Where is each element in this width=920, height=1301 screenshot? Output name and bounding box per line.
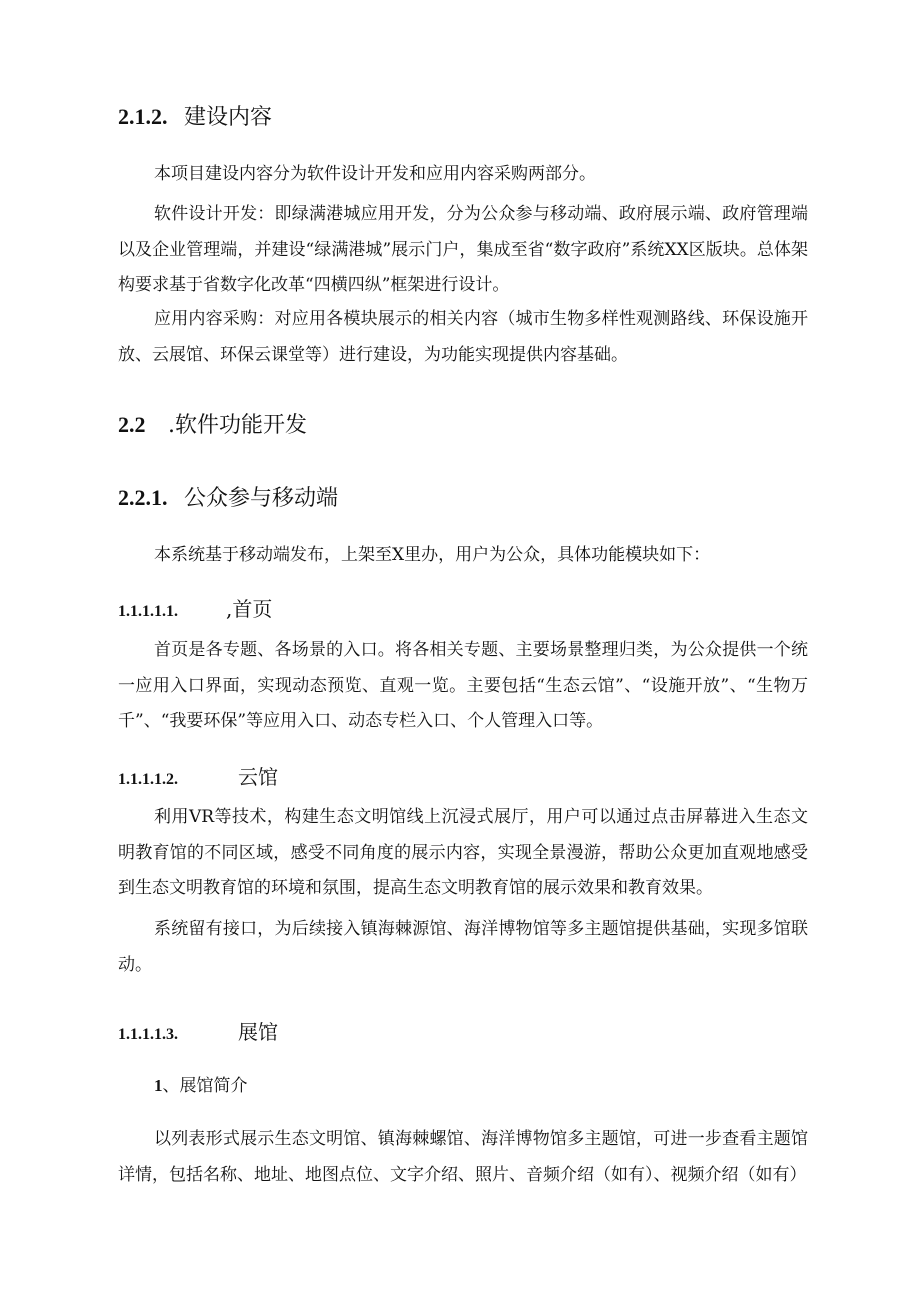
- heading-title: 公众参与移动端: [184, 486, 339, 511]
- paragraph: 利用VR等技术，构建生态文明馆线上沉浸式展厅，用户可以通过点击屏幕进入生态文明教育馆的不同区域，感受不同角度的展示内容，实现全景漫游，帮助公众更加直观地感受到生态文明教育馆的环境和氛围，提高生态文明教育馆的展示效果和教育效果。: [118, 807, 808, 899]
- heading-2-2: [118, 408, 307, 439]
- heading-number: 1.1.1.1.1.: [118, 603, 178, 620]
- heading-number: 2.2.1.: [118, 485, 168, 510]
- subheading-number: 1: [154, 1076, 163, 1095]
- heading-title: 展馆: [238, 1020, 278, 1044]
- heading-title: .软件功能开发: [168, 413, 307, 438]
- subheading-1: [154, 1071, 248, 1096]
- heading-number: 1.1.1.1.3.: [118, 1026, 178, 1043]
- heading-2-1-2: [118, 100, 272, 131]
- heading-1-1-1-1-3: [118, 1016, 278, 1045]
- paragraph: 本系统基于移动端发布，上架至X里办，用户为公众，具体功能模块如下：: [154, 545, 711, 565]
- heading-number: 1.1.1.1.2.: [118, 771, 178, 788]
- subheading-title: 、展馆简介: [162, 1076, 248, 1096]
- heading-title: 建设内容: [184, 105, 273, 130]
- heading-1-1-1-1-1: [118, 593, 272, 622]
- heading-number: 2.2: [118, 412, 146, 437]
- paragraph: 应用内容采购：对应用各模块展示的相关内容（城市生物多样性观测路线、环保设施开放、云展馆、环保云课堂等）进行建设，为功能实现提供内容基础。: [118, 309, 808, 365]
- paragraph: 以列表形式展示生态文明馆、镇海棘螺馆、海洋博物馆多主题馆，可进一步查看主题馆详情，包括名称、地址、地图点位、文字介绍、照片、音频介绍（如有）、视频介绍（如有）: [118, 1129, 808, 1185]
- paragraph: 系统留有接口，为后续接入镇海棘源馆、海洋博物馆等多主题馆提供基础，实现多馆联动。: [118, 919, 808, 975]
- heading-1-1-1-1-2: [118, 761, 278, 790]
- heading-title: ,首页: [226, 597, 273, 621]
- paragraph: 本项目建设内容分为软件设计开发和应用内容采购两部分。: [154, 164, 596, 184]
- heading-title: 云馆: [238, 765, 278, 789]
- paragraph: 软件设计开发：即绿满港城应用开发，分为公众参与移动端、政府展示端、政府管理端以及企业管理端，并建设“绿满港城”展示门户，集成至省“数字政府”系统XX区版块。总体架构要求基于省数字化改革“四横四纵”框架进行设计。: [118, 204, 808, 296]
- heading-2-2-1: [118, 481, 338, 512]
- heading-number: 2.1.2.: [118, 104, 168, 129]
- paragraph: 首页是各专题、各场景的入口。将各相关专题、主要场景整理归类，为公众提供一个统一应用入口界面，实现动态预览、直观一览。主要包括“生态云馆”、“设施开放”、“生物万千”、“我要环保”等应用入口、动态专栏入口、个人管理入口等。: [118, 640, 808, 732]
